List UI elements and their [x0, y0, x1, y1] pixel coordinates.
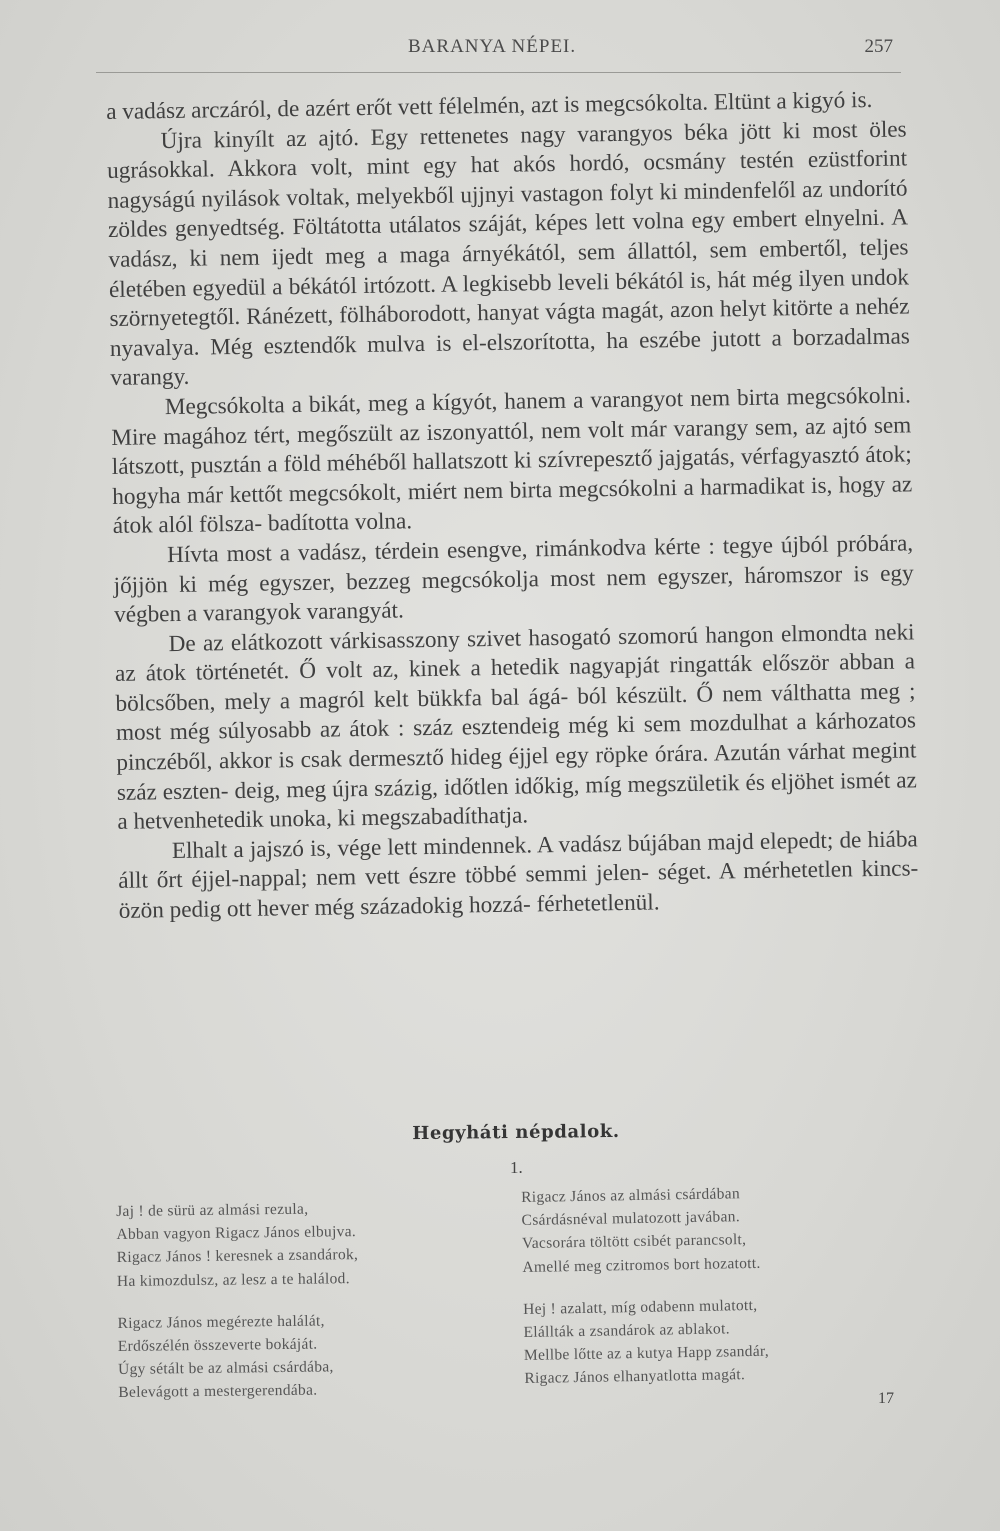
- text-line: száját, képes lett volna egy embert elnyelni. A vadász, ki nem ijedt meg: [108, 204, 909, 273]
- verse-line: Abban vagyon Rigacz János elbujva.: [116, 1223, 357, 1244]
- text-line: elepedt; de hiába állt őrt éjjel-nappal; nem vett észre többé semmi jelen-: [118, 826, 918, 895]
- text-line: dermesztő hideg éjjel egy röpke órára. Azután várhat megint száz eszten-: [116, 737, 917, 806]
- text-line: Elhalt a jajszó is, vége lett mindennek. A vadász bújában majd: [171, 828, 754, 864]
- running-head: BARANYA NÉPEI.: [408, 36, 577, 57]
- text-line: elmondta neki az átok történetét. Ő volt az, kinek a hetedik nagyapját: [114, 619, 915, 688]
- poem-column-left: [116, 1196, 479, 1424]
- text-line: ból készült. Ő nem válthatta meg ; most még súlyosabb az átok : száz: [115, 678, 916, 747]
- text-line: szörnyetegtől. Ránézett, fölháborodott, hanyat vágta magát, azon helyt: [109, 295, 767, 333]
- text-line: deig, meg újra százig, időtlen időkig, míg megszületik és eljöhet ismét: [234, 767, 891, 804]
- verse-line: Úgy sétált be az almási csárdába,: [117, 1358, 334, 1379]
- verse-line: Jaj ! de sürü az almási rezula,: [116, 1200, 309, 1220]
- paragraph: [114, 618, 917, 838]
- paragraph: [118, 825, 919, 926]
- text-line: testén ezüstforint nagyságú nyilások voltak, melyekből ujjnyi vastagon: [107, 145, 908, 214]
- text-line: De az elátkozott várkisasszony szivet hasogató szomorú hangon: [168, 621, 774, 657]
- verse-line: Rigacz János elhanyatlotta magát.: [524, 1366, 746, 1388]
- text-line: megcsókolni. Mire magához tért, megőszült az iszonyattól, nem volt már: [111, 382, 911, 451]
- verse-line: Ha kimozdulsz, az lesz a te halálod.: [116, 1269, 350, 1290]
- text-line: séget. A mérhetetlen kincs-özön pedig ott hever még századokig hozzá-: [118, 855, 919, 924]
- page-number: 257: [864, 36, 893, 57]
- text-line: kitörte a nehéz nyavalya. Még esztendők mulva is el-elszorította, ha: [109, 293, 910, 362]
- verse-line: Vacsorára töltött csibét parancsolt,: [521, 1231, 747, 1253]
- verse-line: Amellé meg czitromos bort hozatott.: [522, 1254, 761, 1276]
- text-line: badította volna.: [267, 508, 413, 537]
- text-line: varangy sem, az ajtó sem látszott, pusztán a föld méhéből hallatszott ki: [111, 411, 912, 481]
- paragraph: [111, 381, 913, 542]
- section-title: Hegyháti népdalok.: [412, 1120, 620, 1145]
- text-line: szívrepesztő jajgatás, vérfagyasztó átok; hogyha már kettőt megcsókolt,: [112, 441, 912, 510]
- text-line: az a hetvenhetedik unoka, ki megszabadíthatja.: [117, 767, 918, 836]
- paragraph: [113, 529, 914, 630]
- text-line: Hívta most a vadász, térdein esengve, rimánkodva kérte : tegye újból: [166, 531, 829, 568]
- text-line: miért nem birta megcsókolni a harmadikat is, hogy az átok alól fölsza-: [112, 471, 913, 540]
- text-line: folyt ki mindenfelől az undorító zöldes genyedtség. Föltátotta utálatos: [107, 175, 908, 244]
- text-line: békától irtózott. A legkisebb leveli békától is, hát még ilyen undok: [288, 263, 910, 300]
- stanza: [116, 1196, 477, 1293]
- text-line: Újra kinyílt az ajtó. Egy rettenetes nagy varangyos béka jött ki: [160, 117, 801, 154]
- page-header: [96, 36, 901, 73]
- verse-line: Belevágott a mestergerendába.: [118, 1381, 318, 1402]
- poem-number: 1.: [510, 1158, 523, 1177]
- paragraph: [106, 115, 910, 394]
- stanza: [523, 1292, 885, 1391]
- signature-mark: 17: [878, 1390, 894, 1407]
- text-line: most öles ugrásokkal. Akkora volt, mint egy hat akós hordó, ocsmány: [106, 116, 907, 185]
- verse-line: Rigacz János az almási csárdában: [521, 1185, 741, 1206]
- verse-line: Csárdásnéval mulatozott javában.: [521, 1208, 741, 1230]
- verse-line: Mellbe lőtte az a kutya Happ zsandár,: [523, 1342, 770, 1365]
- text-line: Megcsókolta a bikát, meg a kígyót, hanem a varangyot nem birta: [164, 384, 780, 421]
- text-line: háromszor is egy végben a varangyok varangyát.: [113, 559, 914, 629]
- text-line: próbára, jőjjön ki még egyszer, bezzeg megcsókolja most nem egyszer,: [113, 530, 914, 599]
- text-line: esztendeig még ki sem mozdulhat a kárhozatos pinczéből, akkor is csak: [116, 707, 917, 776]
- verse-line: Rigacz János ! keresnek a zsandárok,: [116, 1246, 359, 1267]
- text-line: a vadász arczáról, de azért erőt vett félelmén, azt is megcsókolta. Eltünt: [106, 88, 771, 125]
- body-text: [106, 85, 919, 926]
- stanza: [521, 1180, 883, 1279]
- text-line: a kigyó is.: [776, 86, 873, 115]
- poem-column-right: [521, 1180, 885, 1410]
- text-line: eszébe jutott a borzadalmas varangy.: [110, 323, 911, 392]
- verse-line: Elállták a zsandárok az ablakot.: [523, 1320, 730, 1341]
- text-line: férhetetlenül.: [536, 889, 660, 918]
- verse-line: Rigacz János megérezte halálát,: [117, 1312, 325, 1332]
- verse-line: Hej ! azalatt, míg odabenn mulatott,: [523, 1296, 758, 1318]
- stanza: [117, 1307, 478, 1404]
- text-line: ringatták először abban a bölcsőben, mely a magról kelt bükkfa bal ágá-: [115, 648, 916, 717]
- verse-line: Erdőszélén összeverte bokáját.: [117, 1335, 318, 1356]
- text-line: a maga árnyékától, sem állattól, sem embertől, teljes életében egyedül a: [108, 234, 909, 303]
